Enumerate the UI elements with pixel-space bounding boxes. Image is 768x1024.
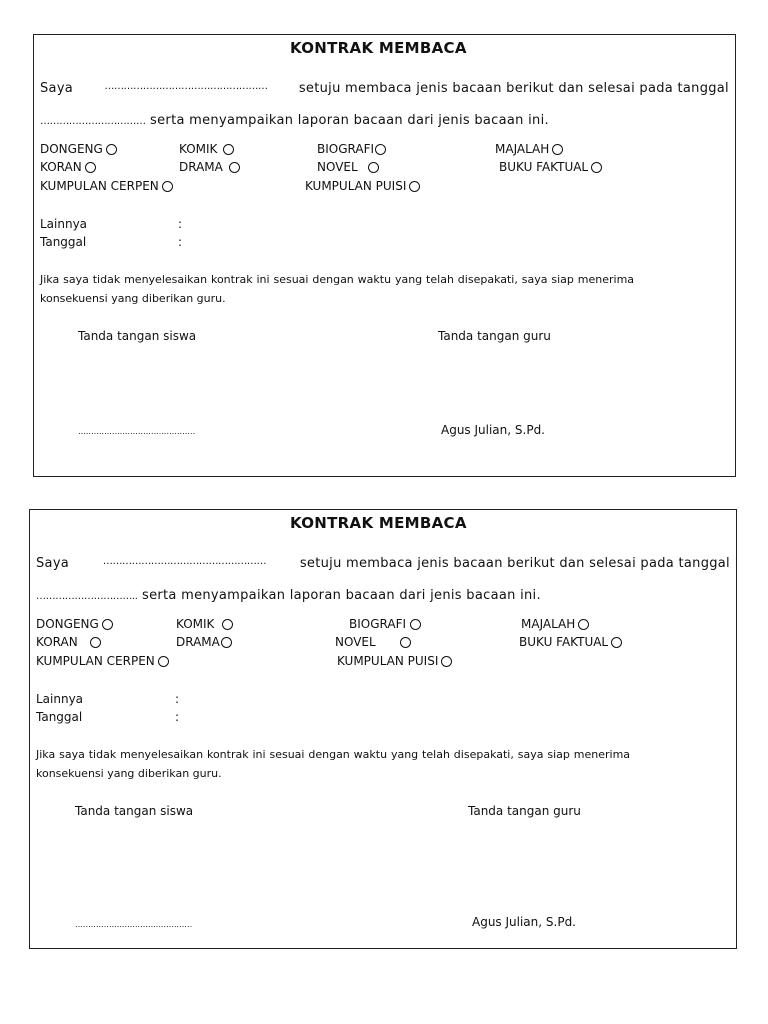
option-majalah[interactable]	[495, 142, 563, 156]
radio-circle-icon[interactable]	[375, 144, 386, 155]
option-buku-faktual[interactable]	[499, 160, 602, 174]
option-kumpulan-cerpen[interactable]	[40, 179, 173, 193]
option-label: MAJALAH	[521, 617, 576, 631]
option-komik[interactable]	[176, 617, 233, 631]
radio-circle-icon[interactable]	[591, 162, 602, 173]
option-kumpulan-cerpen[interactable]	[36, 654, 169, 668]
student-signature-label: Tanda tangan siswa	[75, 804, 194, 818]
option-label: MAJALAH	[495, 142, 550, 156]
radio-circle-icon[interactable]	[162, 181, 173, 192]
option-label: NOVEL	[335, 635, 376, 649]
student-signature-blank: ………………………………………	[78, 427, 196, 436]
intro-line-2	[40, 113, 549, 128]
option-label: KOMIK	[179, 142, 218, 156]
radio-circle-icon[interactable]	[102, 619, 113, 630]
radio-circle-icon[interactable]	[158, 656, 169, 667]
radio-circle-icon[interactable]	[578, 619, 589, 630]
radio-circle-icon[interactable]	[410, 619, 421, 630]
option-koran[interactable]	[40, 160, 96, 174]
agreement-text-1: Jika saya tidak menyelesaikan kontrak ini sesuai dengan waktu yang telah disepakati, saya siap menerima	[40, 273, 635, 286]
option-biografi[interactable]	[349, 617, 421, 631]
contract-title: KONTRAK MEMBACA	[290, 514, 467, 532]
option-majalah[interactable]	[521, 617, 589, 631]
contract-card-1	[33, 34, 736, 477]
intro-line-1	[36, 556, 730, 571]
teacher-signature-label: Tanda tangan guru	[438, 329, 551, 343]
option-dongeng[interactable]	[36, 617, 113, 631]
field-lainnya-colon: :	[178, 217, 183, 231]
student-signature-label: Tanda tangan siswa	[78, 329, 197, 343]
option-label: NOVEL	[317, 160, 358, 174]
radio-circle-icon[interactable]	[85, 162, 96, 173]
intro-line-2	[36, 588, 541, 603]
radio-circle-icon[interactable]	[441, 656, 452, 667]
teacher-name: Agus Julian, S.Pd.	[441, 423, 545, 437]
option-drama[interactable]	[179, 160, 240, 174]
intro-text-1: setuju membaca jenis bacaan berikut dan selesai pada tanggal	[299, 556, 730, 571]
agreement-text-2: konsekuensi yang diberikan guru.	[36, 767, 222, 780]
contract-card-2	[29, 509, 737, 949]
option-label: KORAN	[40, 160, 82, 174]
option-label: DONGENG	[40, 142, 103, 156]
option-label: KUMPULAN PUISI	[337, 654, 439, 668]
intro-text-1: setuju membaca jenis bacaan berikut dan selesai pada tanggal	[298, 81, 729, 96]
option-label: BIOGRAFI	[317, 142, 375, 156]
teacher-signature-label: Tanda tangan guru	[468, 804, 581, 818]
option-label: BUKU FAKTUAL	[519, 635, 609, 649]
agreement-text-1: Jika saya tidak menyelesaikan kontrak ini sesuai dengan waktu yang telah disepakati, saya siap menerima	[36, 748, 631, 761]
option-label: BUKU FAKTUAL	[499, 160, 589, 174]
option-koran[interactable]	[36, 635, 101, 649]
option-biografi[interactable]	[317, 142, 386, 156]
date-blank: …………………………..	[36, 591, 138, 602]
radio-circle-icon[interactable]	[90, 637, 101, 648]
option-drama[interactable]	[176, 635, 232, 649]
field-tanggal-colon: :	[175, 710, 180, 724]
field-tanggal-colon: :	[178, 235, 183, 249]
radio-circle-icon[interactable]	[229, 162, 240, 173]
agreement-line-1	[40, 273, 729, 286]
option-label: DRAMA	[176, 635, 220, 649]
radio-circle-icon[interactable]	[611, 637, 622, 648]
radio-circle-icon[interactable]	[368, 162, 379, 173]
radio-circle-icon[interactable]	[552, 144, 563, 155]
option-kumpulan-puisi[interactable]	[337, 654, 452, 668]
option-label: DONGENG	[36, 617, 99, 631]
option-novel[interactable]	[317, 160, 379, 174]
field-tanggal-label: Tanggal	[36, 710, 83, 724]
option-label: KOMIK	[176, 617, 215, 631]
radio-circle-icon[interactable]	[222, 619, 233, 630]
field-lainnya-label: Lainnya	[40, 217, 88, 231]
radio-circle-icon[interactable]	[221, 637, 232, 648]
field-tanggal-label: Tanggal	[40, 235, 87, 249]
option-buku-faktual[interactable]	[519, 635, 622, 649]
option-komik[interactable]	[179, 142, 234, 156]
agreement-line-1	[36, 748, 730, 761]
radio-circle-icon[interactable]	[409, 181, 420, 192]
intro-text-2: serta menyampaikan laporan bacaan dari jenis bacaan ini.	[150, 113, 549, 128]
name-blank: ……………………………………………	[102, 556, 267, 567]
option-kumpulan-puisi[interactable]	[305, 179, 420, 193]
field-lainnya-label: Lainnya	[36, 692, 84, 706]
contract-title: KONTRAK MEMBACA	[290, 39, 467, 57]
option-label: KUMPULAN CERPEN	[36, 654, 155, 668]
date-blank: ……………………………	[40, 116, 146, 127]
option-label: KORAN	[36, 635, 78, 649]
student-signature-blank: ………………………………………	[75, 920, 193, 929]
option-novel[interactable]	[335, 635, 411, 649]
saya-label: Saya	[40, 81, 74, 96]
option-label: KUMPULAN CERPEN	[40, 179, 159, 193]
agreement-text-2: konsekuensi yang diberikan guru.	[40, 292, 226, 305]
radio-circle-icon[interactable]	[106, 144, 117, 155]
option-dongeng[interactable]	[40, 142, 117, 156]
option-label: KUMPULAN PUISI	[305, 179, 407, 193]
intro-line-1	[40, 81, 729, 96]
radio-circle-icon[interactable]	[223, 144, 234, 155]
saya-label: Saya	[36, 556, 70, 571]
option-label: BIOGRAFI	[349, 617, 407, 631]
radio-circle-icon[interactable]	[400, 637, 411, 648]
teacher-name: Agus Julian, S.Pd.	[472, 915, 576, 929]
option-label: DRAMA	[179, 160, 223, 174]
field-lainnya-colon: :	[175, 692, 180, 706]
name-blank: ……………………………………………	[104, 81, 268, 92]
intro-text-2: serta menyampaikan laporan bacaan dari jenis bacaan ini.	[142, 588, 541, 603]
